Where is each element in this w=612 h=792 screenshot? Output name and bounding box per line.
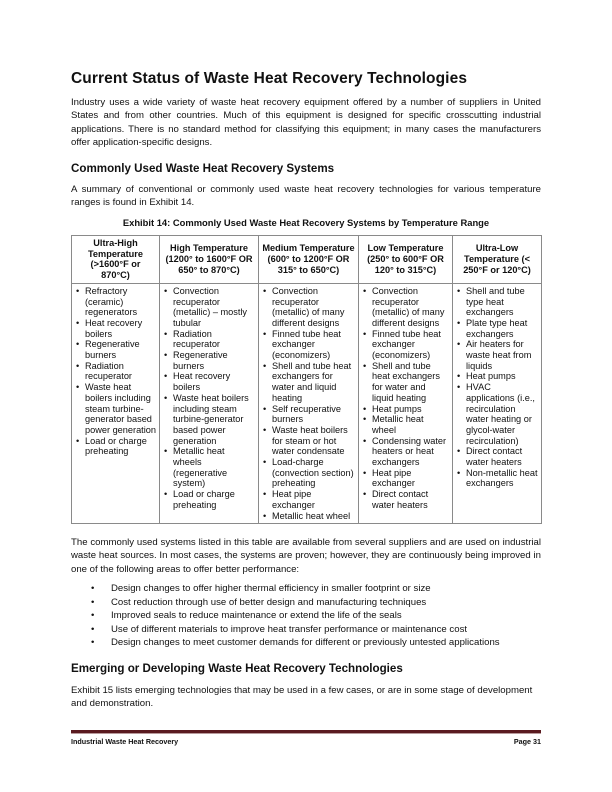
list-item: • Finned tube heat exchanger (economizers)	[362, 329, 449, 361]
list-item: • Heat pipe exchanger	[262, 489, 355, 510]
list-item: • Load or charge preheating	[75, 436, 156, 457]
list-item: • Use of different materials to improve heat transfer performance or maintenance cost	[91, 623, 500, 637]
table-header-row	[72, 236, 542, 284]
section-heading-emerging: Emerging or Developing Waste Heat Recovery Technologies	[71, 662, 403, 675]
list-item: • Heat pipe exchanger	[362, 468, 449, 489]
cell-medium	[259, 283, 359, 523]
list-item: • Design changes to meet customer demands for different or previously untested applications	[91, 636, 500, 650]
technology-list	[163, 286, 255, 511]
list-item: • Self recuperative burners	[262, 404, 355, 425]
list-item: • Heat recovery boilers	[75, 318, 156, 339]
footer-document-title: Industrial Waste Heat Recovery	[71, 737, 179, 746]
list-item: • Air heaters for waste heat from liquids	[456, 339, 538, 371]
list-item: • Regenerative burners	[75, 339, 156, 360]
list-item: • Radiation recuperator	[75, 361, 156, 382]
after-table-paragraph: The commonly used systems listed in this table are available from several suppliers and are used on industrial waste heat sources. In most cases, the systems are proven; however, they are continuously being improved in one of the following areas to offer better performance:	[71, 537, 541, 575]
footer-divider-shadow	[71, 733, 541, 734]
list-item: • Load-charge (convection section) preheating	[262, 457, 355, 489]
list-item: • Cost reduction through use of better design and manufacturing techniques	[91, 596, 500, 610]
exhibit-caption: Exhibit 14: Commonly Used Waste Heat Recovery Systems by Temperature Range	[122, 217, 490, 228]
cell-high	[160, 283, 259, 523]
section-heading-common-systems: Commonly Used Waste Heat Recovery Systems	[71, 162, 335, 175]
exhibit-14-table	[71, 235, 542, 524]
list-item: • Shell and tube heat exchangers for water and liquid heating	[262, 361, 355, 404]
page-title: Current Status of Waste Heat Recovery Technologies	[71, 70, 468, 87]
list-item: • Waste heat boilers for steam or hot water condensate	[262, 425, 355, 457]
list-item: • Radiation recuperator	[163, 329, 255, 350]
list-item: • Heat pumps	[456, 371, 538, 382]
list-item: • Metallic heat wheels (regenerative system)	[163, 446, 255, 489]
section-paragraph-common-systems: A summary of conventional or commonly used waste heat recovery technologies for various temperature ranges is found in Exhibit 14.	[71, 184, 541, 209]
list-item: • Design changes to offer higher thermal efficiency in smaller footprint or size	[91, 582, 500, 596]
list-item: • Regenerative burners	[163, 350, 255, 371]
cell-low	[359, 283, 453, 523]
column-header-high: High Temperature (1200° to 1600°F OR 650° to 870°C)	[160, 236, 259, 284]
footer-page-number: Page 31	[513, 737, 541, 746]
column-header-ultra-high: Ultra-High Temperature (>1600°F or 870°C)	[72, 236, 160, 284]
list-item: • Direct contact water heaters	[362, 489, 449, 510]
list-item: • Direct contact water heaters	[456, 446, 538, 467]
list-item: • Waste heat boilers including steam turbine-generator based power generation	[75, 382, 156, 436]
column-header-ultra-low: Ultra-Low Temperature (< 250°F or 120°C)	[453, 236, 542, 284]
list-item: • Plate type heat exchangers	[456, 318, 538, 339]
cell-ultra-low	[453, 283, 542, 523]
list-item: • Heat recovery boilers	[163, 371, 255, 392]
list-item: • Refractory (ceramic) regenerators	[75, 286, 156, 318]
list-item: • Finned tube heat exchanger (economizers)	[262, 329, 355, 361]
list-item: • Load or charge preheating	[163, 489, 255, 510]
list-item: • Non-metallic heat exchangers	[456, 468, 538, 489]
list-item: • HVAC applications (i.e., recirculation water heating or glycol-water recirculation)	[456, 382, 538, 446]
section-paragraph-emerging: Exhibit 15 lists emerging technologies that may be used in a few cases, or are in some stage of development and demonstration.	[71, 685, 533, 710]
list-item: • Convection recuperator (metallic) – mostly tubular	[163, 286, 255, 329]
list-item: • Improved seals to reduce maintenance or extend the life of the seals	[91, 609, 500, 623]
improvement-list	[91, 582, 500, 650]
list-item: • Shell and tube type heat exchangers	[456, 286, 538, 318]
cell-ultra-high	[72, 283, 160, 523]
list-item: • Metallic heat wheel	[362, 414, 449, 435]
list-item: • Waste heat boilers including steam turbine-generator based power generation	[163, 393, 255, 447]
intro-paragraph: Industry uses a wide variety of waste heat recovery equipment offered by a number of suppliers in United States and from other countries. Much of this equipment is designed for specific crosscutting industrial applications. There is no standard method for classifying this equipment; in many cases the manufacturers offer application-specific designs.	[71, 97, 541, 149]
technology-list	[456, 286, 538, 489]
list-item: • Metallic heat wheel	[262, 511, 355, 522]
column-header-medium: Medium Temperature (600° to 1200°F OR 315° to 650°C)	[259, 236, 359, 284]
technology-list	[75, 286, 156, 457]
list-item: • Convection recuperator (metallic) of many different designs	[362, 286, 449, 329]
list-item: • Heat pumps	[362, 404, 449, 415]
table-row	[72, 283, 542, 523]
technology-list	[362, 286, 449, 511]
list-item: • Condensing water heaters or heat exchangers	[362, 436, 449, 468]
column-header-low: Low Temperature (250° to 600°F OR 120° to 315°C)	[359, 236, 453, 284]
list-item: • Shell and tube heat exchangers for water and liquid heating	[362, 361, 449, 404]
technology-list	[262, 286, 355, 521]
list-item: • Convection recuperator (metallic) of many different designs	[262, 286, 355, 329]
